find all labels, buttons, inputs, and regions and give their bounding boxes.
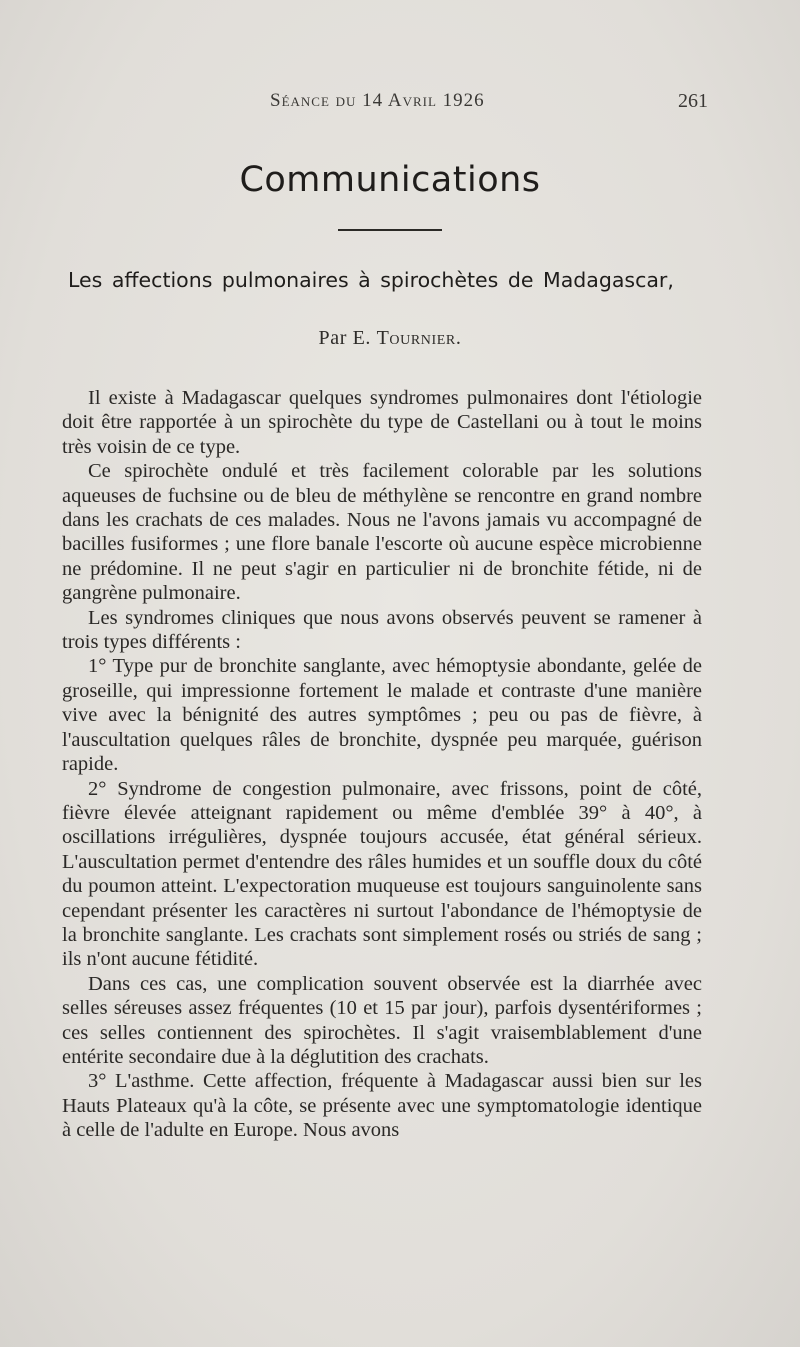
paragraph: 1° Type pur de bronchite sanglante, avec hémoptysie abondante, gelée de groseille, qui impressionne fortement le malade et contraste d'une manière vive avec la bénignité des autres symptômes ; peu ou pas de fièvre, à l'auscultation quelques râles de bronchite, dyspnée peu marquée, guérison rapide. xyxy=(62,655,702,776)
running-head: Séance du 14 Avril 1926 xyxy=(270,90,485,111)
paragraph: Dans ces cas, une complication souvent observée est la diarrhée avec selles séreuses assez fréquentes (10 et 15 par jour), parfois dysentériformes ; ces selles contiennent des spirochètes. Il s'agit vraisemblablement d'une entérite secondaire due à la déglutition des crachats. xyxy=(62,972,702,1068)
byline-prefix: Par E. xyxy=(318,327,377,349)
page-number: 261 xyxy=(678,90,708,112)
paragraph: 2° Syndrome de congestion pulmonaire, avec frissons, point de côté, fièvre élevée atteignant rapidement ou même d'emblée 39° à 40°, à oscillations irrégulières, dyspnée toujours accusée, état général sérieux. L'auscultation permet d'entendre des râles humides et un souffle doux du côté du poumon atteint. L'expectoration muqueuse est toujours sanguinolente sans cependant présenter les caractères ni surtout l'abondance de l'hémoptysie de la bronchite sanglante. Les crachats sont simplement rosés ou striés de sang ; ils n'ont aucune fétidité. xyxy=(62,777,702,971)
paragraph: Il existe à Madagascar quelques syndromes pulmonaires dont l'étiologie doit être rapportée à un spirochète du type de Castellani ou à tout le moins très voisin de ce type. xyxy=(62,387,702,458)
byline xyxy=(0,327,780,350)
section-title: Communications xyxy=(239,160,541,200)
paragraph: 3° L'asthme. Cette affection, fréquente à Madagascar aussi bien sur les Hauts Plateaux qu'à la côte, se présente avec une symptomatologie identique à celle de l'adulte en Europe. Nous avons xyxy=(62,1070,702,1142)
paragraph: Ce spirochète ondulé et très facilement colorable par les solutions aqueuses de fuchsine ou de bleu de méthylène se rencontre en grand nombre dans les crachats de ces malades. Nous ne l'avons jamais vu accompagné de bacilles fusiformes ; une flore banale l'escorte où aucune espèce microbienne ne prédomine. Il ne peut s'agir en particulier ni de bronchite fétide, ni de gangrène pulmonaire. xyxy=(62,460,702,605)
byline-author: Tournier. xyxy=(376,327,462,349)
article-body xyxy=(62,386,702,1143)
article-title: Les affections pulmonaires à spirochètes de Madagascar, xyxy=(68,268,674,292)
paragraph: Les syndromes cliniques que nous avons observés peuvent se ramener à trois types différents : xyxy=(62,606,702,654)
title-rule xyxy=(338,229,442,231)
